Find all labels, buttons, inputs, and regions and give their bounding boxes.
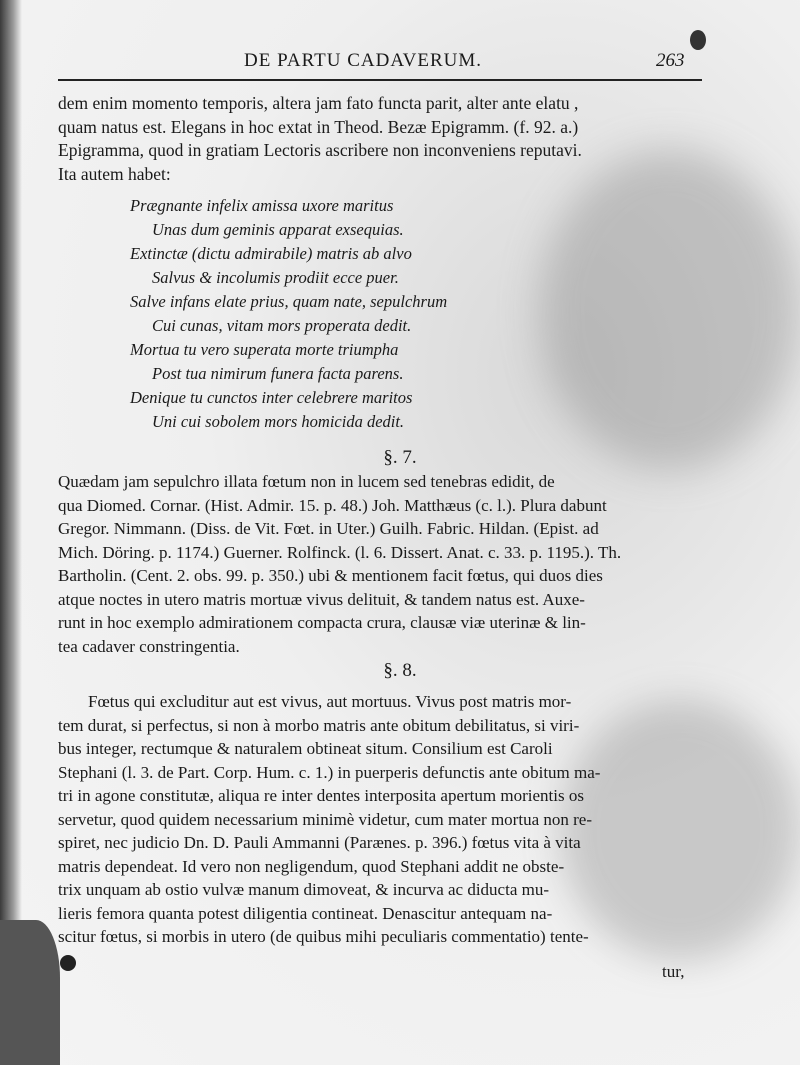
poem-verse: Salve infans elate prius, quam nate, sepulchrum	[130, 292, 448, 311]
text-line: quam natus est. Elegans in hoc extat in Theod. Bezæ Epigramm. (f. 92. a.)	[58, 116, 579, 137]
text-line: scitur fœtus, si morbis in utero (de quibus mihi peculiaris commentatio) tente-	[58, 927, 589, 946]
poem-verse: Denique tu cunctos inter celebrere maritos	[130, 388, 413, 407]
section-7-text	[58, 470, 702, 658]
poem-verse: Cui cunas, vitam mors properata dedit.	[152, 316, 412, 335]
header-rule	[58, 79, 702, 81]
binding-shadow	[0, 920, 60, 1065]
poem-verse: Post tua nimirum funera facta parens.	[152, 364, 404, 383]
section-heading-7: §. 7.	[383, 447, 417, 468]
text-line: tem durat, si perfectus, si non à morbo matris ante obitum debilitatus, si viri-	[58, 715, 580, 735]
poem-verse: Unas dum geminis apparat exsequias.	[152, 220, 404, 239]
text-line: runt in hoc exemplo admirationem compacta crura, clausæ viæ uterinæ & lin-	[58, 613, 586, 632]
text-line: Fœtus qui excluditur aut est vivus, aut mortuus. Vivus post matris mor-	[88, 692, 572, 711]
text-line: Gregor. Nimmann. (Diss. de Vit. Fœt. in Uter.) Guilh. Fabric. Hildan. (Epist. ad	[58, 519, 599, 538]
text-line: matris dependeat. Id vero non negligendum, quod Stephani addit ne obste-	[58, 856, 565, 876]
poem-verse: Salvus & incolumis prodiit ecce puer.	[152, 268, 399, 287]
running-title: DE PARTU CADAVERUM.	[244, 50, 482, 71]
text-line: Bartholin. (Cent. 2. obs. 99. p. 350.) ubi & mentionem facit fœtus, qui duos dies	[58, 566, 603, 585]
text-line: qua Diomed. Cornar. (Hist. Admir. 15. p. 48.) Joh. Matthæus (c. l.). Plura dabunt	[58, 495, 607, 515]
text-line: Ita autem habet:	[58, 163, 171, 184]
page-edge-shadow	[0, 0, 22, 1065]
text-line: tri in agone constitutæ, aliqua re inter dentes interposita apertum morientis os	[58, 786, 584, 805]
poem-verse: Extinctæ (dictu admirabile) matris ab alvo	[130, 244, 412, 263]
text-line: trix unquam ab ostio vulvæ manum dimoveat, & incurva ac diducta mu-	[58, 880, 550, 899]
text-line: servetur, quod quidem necessarium minimè videtur, cum mater mortua non re-	[58, 809, 592, 829]
text-line: tea cadaver constringentia.	[58, 636, 240, 656]
text-line: dem enim momento temporis, altera jam fato functa parit, alter ante elatu ,	[58, 93, 579, 113]
poem-verse: Mortua tu vero superata morte triumpha	[130, 340, 399, 359]
text-line: spiret, nec judicio Dn. D. Pauli Ammanni (Parænes. p. 396.) fœtus vita à vita	[58, 833, 581, 852]
text-line: lieris femora quanta potest diligentia contineat. Denascitur antequam na-	[58, 903, 553, 923]
section-heading-8: §. 8.	[383, 660, 417, 681]
text-line: Mich. Döring. p. 1174.) Guerner. Rolfinck. (l. 6. Dissert. Anat. c. 33. p. 1195.). Th.	[58, 542, 622, 562]
ink-blot	[60, 955, 76, 971]
water-stain	[540, 150, 800, 470]
text-line: bus integer, rectumque & naturalem obtineat situm. Consilium est Caroli	[58, 739, 553, 758]
poem-verse: Uni cui sobolem mors homicida dedit.	[152, 412, 405, 431]
text-line: Stephani (l. 3. de Part. Corp. Hum. c. 1.) in puerperis defunctis ante obitum ma-	[58, 762, 601, 782]
catchword: tur,	[662, 962, 685, 981]
ink-blot	[690, 30, 706, 50]
epigram-poem	[130, 194, 550, 434]
intro-paragraph	[58, 92, 702, 186]
text-line: Quædam jam sepulchro illata fœtum non in lucem sed tenebras edidit, de	[58, 472, 555, 491]
running-header	[0, 50, 800, 76]
poem-verse: Prægnante infelix amissa uxore maritus	[130, 196, 394, 215]
page-number: 263	[656, 50, 685, 71]
text-line: atque noctes in utero matris mortuæ vivus delituit, & tandem natus est. Auxe-	[58, 589, 585, 609]
section-8-text	[58, 690, 702, 949]
text-line: Epigramma, quod in gratiam Lectoris ascribere non inconveniens reputavi.	[58, 140, 582, 160]
